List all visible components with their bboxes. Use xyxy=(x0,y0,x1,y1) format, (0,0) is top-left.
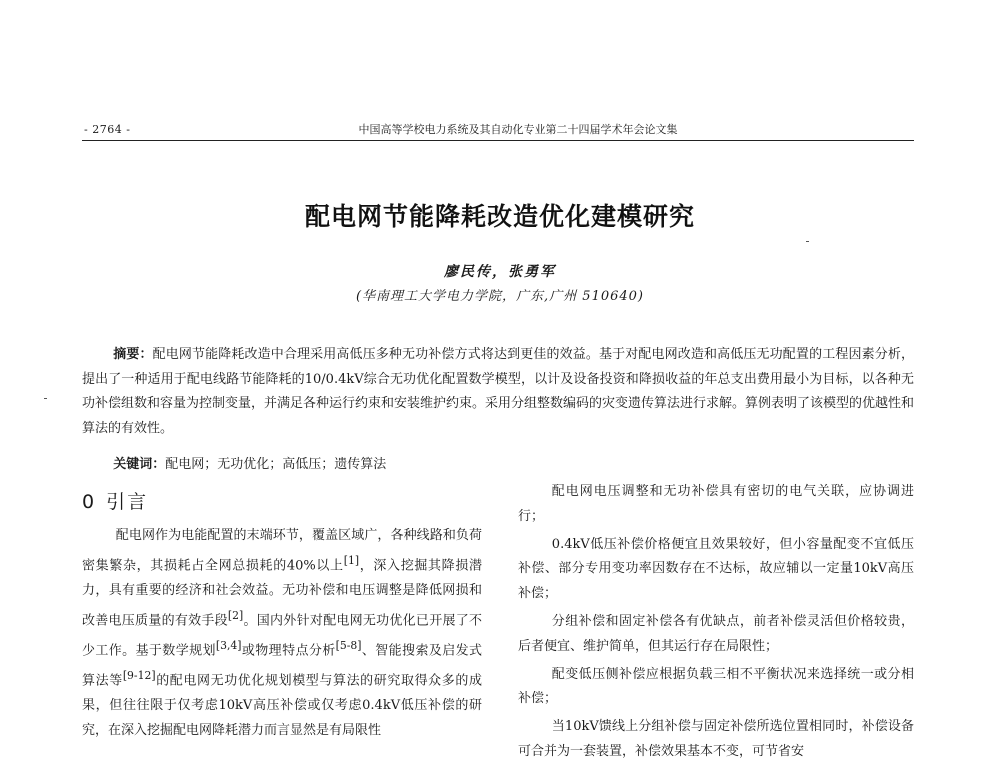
affiliation: (华南理工大学电力学院，广东,广州 510640) xyxy=(355,289,645,304)
section-title: 引言 xyxy=(106,491,149,513)
citation: [9-12] xyxy=(122,668,156,682)
intro-text: 。国内外针对配电网无功优化已开展了不少工作。基于数学规划 xyxy=(82,613,482,659)
keywords xyxy=(82,454,914,476)
citation: [1] xyxy=(343,553,360,567)
citation: [2] xyxy=(227,608,244,622)
right-paragraph: 分组补偿和固定补偿各有优缺点，前者补偿灵活但价格较贵，后者便宜、维护简单，但其运行存在局限性； xyxy=(518,613,914,654)
citation: [3,4] xyxy=(215,638,242,652)
page-number: - 2764 - xyxy=(84,123,131,136)
intro-text: 配电网作为电能配置的末端环节，覆盖区域广，各种线路和负荷密集繁杂，其损耗占全网总损耗的40%以上 xyxy=(82,528,482,574)
right-column xyxy=(518,480,914,768)
authors: 廖民传，张勇军 xyxy=(444,264,556,280)
running-header xyxy=(82,121,914,139)
right-paragraph: 0.4kV低压补偿价格便宜且效果较好，但小容量配变不宜低压补偿、部分专用变功率因数存在不达标，故应辅以一定量10kV高压补偿； xyxy=(518,536,914,602)
right-paragraph: 配电网电压调整和无功补偿具有密切的电气关联，应协调进行； xyxy=(518,484,914,524)
paper-title: 配电网节能降耗改造优化建模研究 xyxy=(304,201,695,231)
intro-text: 或物理特点分析 xyxy=(241,643,336,659)
right-paragraph: 当10kV馈线上分组补偿与固定补偿所选位置相同时，补偿设备可合并为一套装置，补偿效果基本不变，可节省安 xyxy=(518,719,914,759)
scan-speck xyxy=(44,398,47,399)
header-rule xyxy=(82,140,914,141)
intro-text: 的配电网无功优化规划模型与算法的研究取得众多的成果，但往往限于仅考虑10kV高压补偿或仅考虑0.4kV低压补偿的研究，在深入挖掘配电网降耗潜力而言显然是有局限性 xyxy=(82,673,482,738)
keywords-text: 配电网；无功优化；高低压；遗传算法 xyxy=(165,457,387,472)
scan-speck xyxy=(806,241,809,242)
left-column xyxy=(82,480,482,744)
abstract-text: 配电网节能降耗改造中合理采用高低压多种无功补偿方式将达到更佳的效益。基于对配电网改造和高低压无功配置的工程因素分析，提出了一种适用于配电线路节能降耗的10/0.4kV综合无功优化配置数学模型，以计及设备投资和降损收益的年总支出费用最小为目标，以各种无功补偿组数和容量为控制变量，并满足各种运行约束和安装维护约束。采用分组整数编码的灾变遗传算法进行求解。算例表明了该模型的优越性和算法的有效性。 xyxy=(82,347,915,436)
abstract xyxy=(82,343,914,441)
conference-name: 中国高等学校电力系统及其自动化专业第二十四届学术年会论文集 xyxy=(358,123,678,136)
right-paragraph: 配变低压侧补偿应根据负载三相不平衡状况来选择统一或分相补偿； xyxy=(518,666,914,707)
citation: [5-8] xyxy=(335,638,362,652)
intro-text: 、智能搜索及启发式算法等 xyxy=(82,643,482,689)
intro-text: ，深入挖掘其降损潜力，具有重要的经济和社会效益。无功补偿和电压调整是降低网损和改善电压质量的有效手段 xyxy=(82,558,482,629)
section-heading xyxy=(82,480,482,524)
keywords-label: 关键词： xyxy=(113,457,166,472)
section-number: 0 xyxy=(82,491,97,513)
abstract-label: 摘要： xyxy=(113,347,153,362)
intro-paragraph xyxy=(82,524,482,744)
